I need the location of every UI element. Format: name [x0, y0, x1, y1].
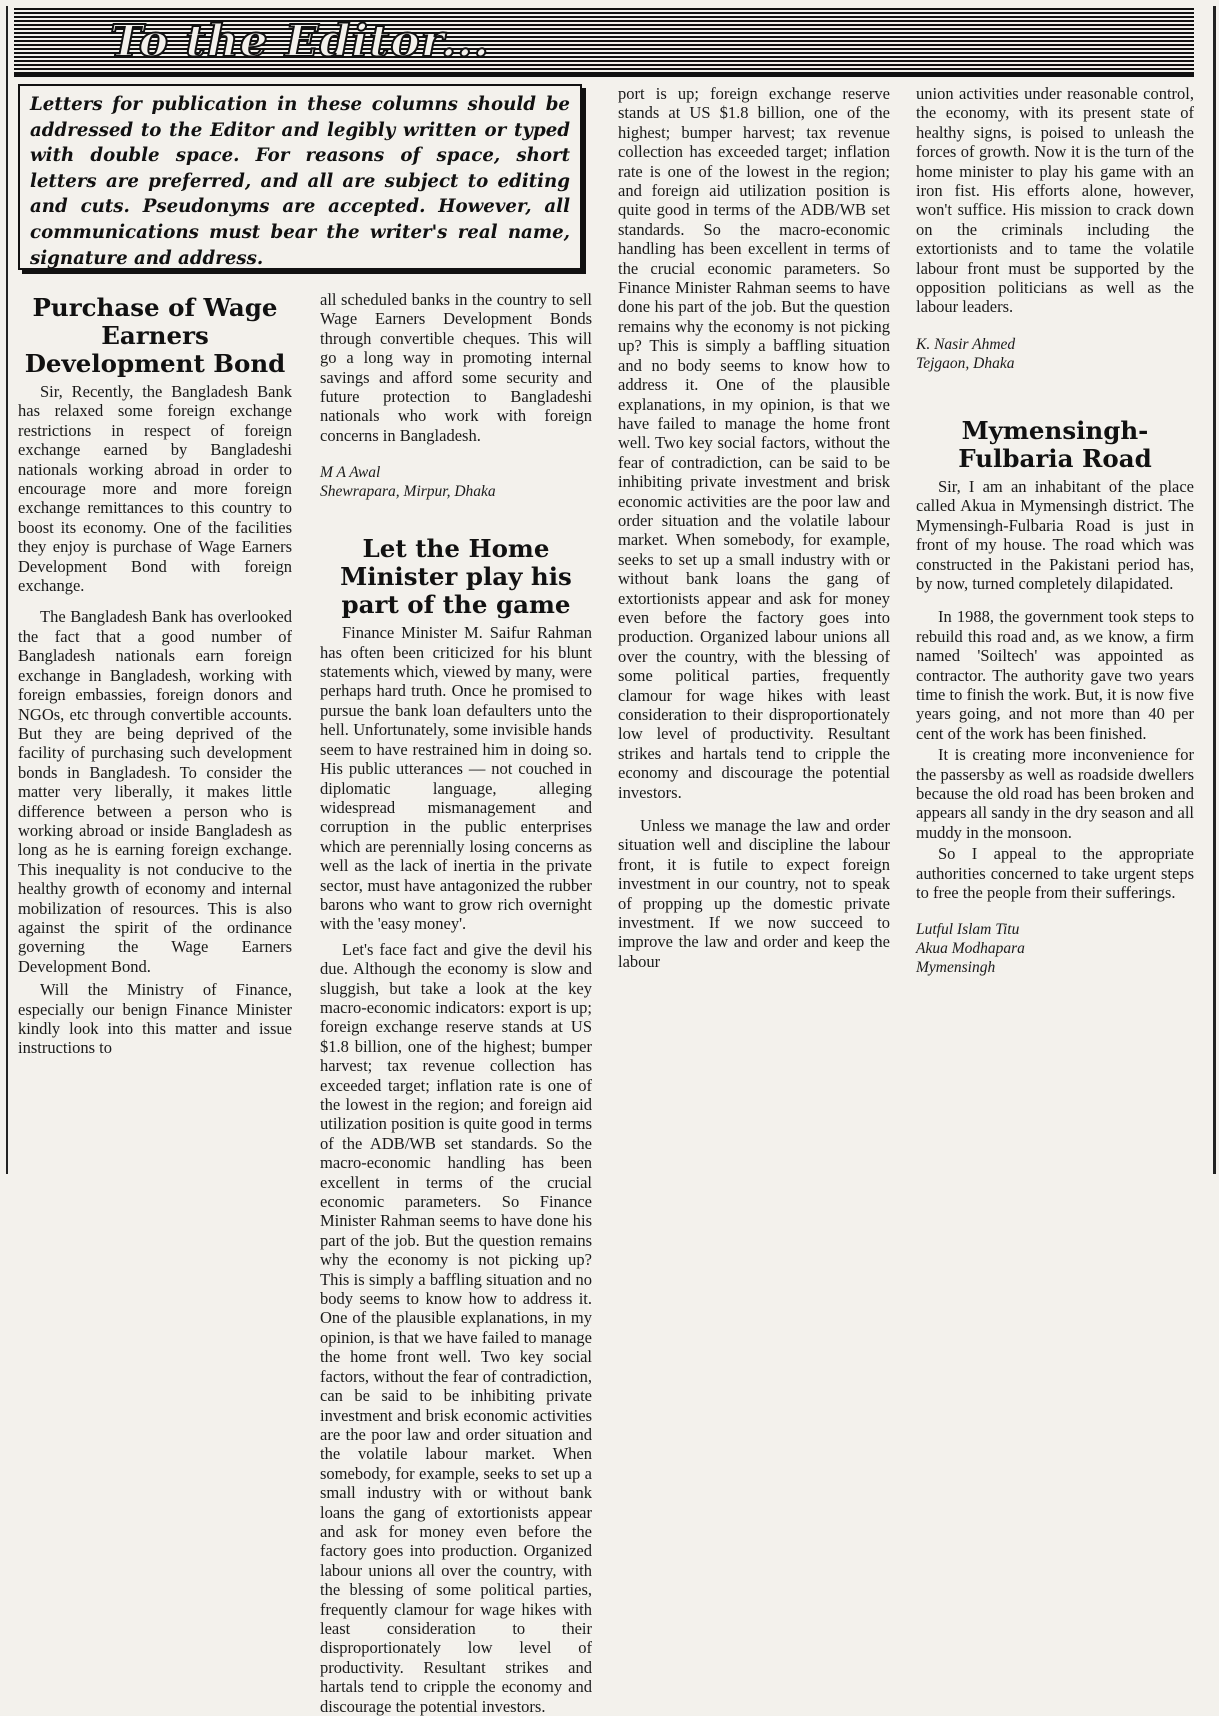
letter-2-signature-name: K. Nasir Ahmed	[916, 335, 1016, 353]
letter-1-paragraph: Sir, Recently, the Bangladesh Bank has relaxed some foreign exchange restrictions in respect of foreign exchange earned by Bangladeshi nationals working abroad in order to encourage more and more foreign exchange remittances to this country to boost its economy. One of the facilities they enjoy is purchase of Wage Earners Development Bond with foreign exchange.	[18, 382, 292, 596]
letter-3-signature-city: Mymensingh	[916, 959, 996, 977]
masthead-banner	[14, 8, 1194, 77]
letter-2-headline: Let the Home Minister play his part of the game	[340, 534, 572, 620]
letter-1-headline: Purchase of Wage Earners Development Bond	[24, 293, 286, 378]
section-title: To the Editor...	[110, 16, 490, 67]
letter-3-paragraph: So I appeal to the appropriate authorities concerned to take urgent steps to free the people from their sufferings.	[916, 844, 1194, 902]
letter-3-paragraph: It is creating more inconvenience for the passersby as well as roadside dwellers because the old road has been broken and appears all sandy in the dry season and all muddy in the monsoon.	[916, 745, 1194, 842]
letter-3-paragraph: In 1988, the government took steps to rebuild this road and, as we know, a firm named 'Soiltech' was appointed as contractor. The authority gave two years time to finish the work. But, it is now five years going, and not more than 40 per cent of the work has been finished.	[916, 607, 1194, 743]
letter-2-paragraph-continued: union activities under reasonable control, the economy, with its present state of healthy signs, is poised to unleash the forces of growth. Now it is the turn of the home minister to play his game with an iron fist. His efforts alone, however, won't suffice. His mission to crack down on the criminals including the extortionists and to tame the volatile labour front must be supported by the opposition politicians as well as the labour leaders.	[916, 84, 1194, 317]
letter-3-headline: Mymensingh-Fulbaria Road	[958, 415, 1152, 473]
column-3	[618, 84, 890, 971]
letter-1-signature-place: Shewrapara, Mirpur, Dhaka	[320, 483, 496, 501]
editorial-notice-box: Letters for publication in these columns should be addressed to the Editor and legibly written or typed with double space. For reasons of space, short letters are preferred, and all are subject to editing and cuts. Pseudonyms are accepted. However, all communications must bear the writer's real name, signature and address.	[18, 84, 582, 270]
letter-3-signature-name: Lutful Islam Titu	[916, 921, 1020, 939]
letter-1-column-b	[320, 290, 592, 1716]
letter-1-paragraph: The Bangladesh Bank has overlooked the fact that a good number of Bangladesh nationals earn foreign exchange in Bangladesh, working with foreign embassies, foreign donors and NGOs, etc through convertible accounts. But they are being deprived of the facility of purchasing such development bonds in Bangladesh. To consider the matter very liberally, it makes little difference between a person who is working abroad or inside Bangladesh as long as he is earning foreign exchange. This inequality is not conducive to the healthy growth of economy and internal mobilization of resources. This is also against the spirit of the ordinance governing the Wage Earners Development Bond.	[18, 607, 292, 976]
letter-1-column-a	[18, 294, 292, 1058]
letter-3-signature-address: Akua Modhapara	[916, 940, 1025, 958]
letter-2-paragraph: Unless we manage the law and order situation well and discipline the labour front, it is futile to expect foreign investment in our country, not to speak of propping up the domestic private investment. If we now succeed to improve the law and order and keep the labour	[618, 816, 890, 971]
letter-2-paragraph: Let's face fact and give the devil his due. Although the economy is slow and sluggish, but take a look at the key macro-economic indicators: export is up; foreign exchange reserve stands at US $1.8 billion, one of the highest; bumper harvest; tax revenue collection has exceeded target; inflation rate is one of the lowest in the region; and foreign aid utilization position is quite good in terms of the ADB/WB set standards. So the macro-economic handling has been excellent in terms of the crucial economic parameters. So Finance Minister Rahman seems to have done his part of the job. But the question remains why the economy is not picking up? This is simply a baffling situation and no body seems to know how to address it. One of the plausible explanations, in my opinion, is that we have failed to manage the home front well. Two key social factors, without the fear of contradiction, can be said to be inhibiting private investment and brisk economic activities are the poor law and order situation and the volatile labour market. When somebody, for example, seeks to set up a small industry with or without bank loans the gang of extortionists appear and ask for money even before the factory goes into production. Organized labour unions all over the country, with the blessing of some political parties, frequently clamour for wage hikes with least consideration to their disproportionately low level of productivity. Resultant strikes and hartals tend to cripple the economy and discourage the potential investors.	[320, 939, 592, 1716]
letter-2-paragraph: Finance Minister M. Saifur Rahman has often been criticized for his blunt statements which, viewed by many, were perhaps hard truth. Once he promised to pursue the bank loan defaulters unto the hell. Unfortunately, some invisible hands seem to have restrained him in doing so. His public utterances — not couched in diplomatic language, alleging widespread mismanagement and corruption in the public enterprises which are perennially losing concerns as well as the lack of inertia in the private sector, must have antagonized the rubber barons who want to grow rich overnight with the 'easy money'.	[320, 623, 592, 934]
letter-2-signature-place: Tejgaon, Dhaka	[916, 354, 1015, 372]
letter-1-signature-name: M A Awal	[320, 464, 381, 482]
letter-2-paragraph-continued: port is up; foreign exchange reserve stands at US $1.8 billion, one of the highest; bumper harvest; tax revenue collection has exceeded target; inflation rate is one of the lowest in the region; and foreign aid utilization position is quite good in terms of the ADB/WB set standards. So the macro-economic handling has been excellent in terms of the crucial economic parameters. So Finance Minister Rahman seems to have done his part of the job. But the question remains why the economy is not picking up? This is simply a baffling situation and no body seems to know how to address it. One of the plausible explanations, in my opinion, is that we have failed to manage the home front well. Two key social factors, without the fear of contradiction, can be said to be inhibiting private investment and brisk economic activities are the poor law and order situation and the volatile labour market. When somebody, for example, seeks to set up a small industry with or without bank loans the gang of extortionists appear and ask for money even before the factory goes into production. Organized labour unions all over the country, with the blessing of some political parties, frequently clamour for wage hikes with least consideration to their disproportionately low level of productivity. Resultant strikes and hartals tend to cripple the economy and discourage the potential investors.	[618, 84, 890, 802]
column-4	[916, 84, 1194, 977]
letter-1-paragraph: Will the Ministry of Finance, especially our benign Finance Minister kindly look into this matter and issue instructions to	[18, 980, 292, 1058]
letter-3-paragraph: Sir, I am an inhabitant of the place called Akua in Mymensingh district. The Mymensingh-Fulbaria Road is just in front of my house. The road which was constructed in the Pakistani period has, by now, turned completely dilapidated.	[916, 476, 1194, 593]
letter-1-paragraph-continued: all scheduled banks in the country to sell Wage Earners Development Bonds through convertible cheques. This will go a long way in promoting internal savings and afford some security and future protection to Bangladeshi nationals who work with foreign concerns in Bangladesh.	[320, 290, 592, 445]
